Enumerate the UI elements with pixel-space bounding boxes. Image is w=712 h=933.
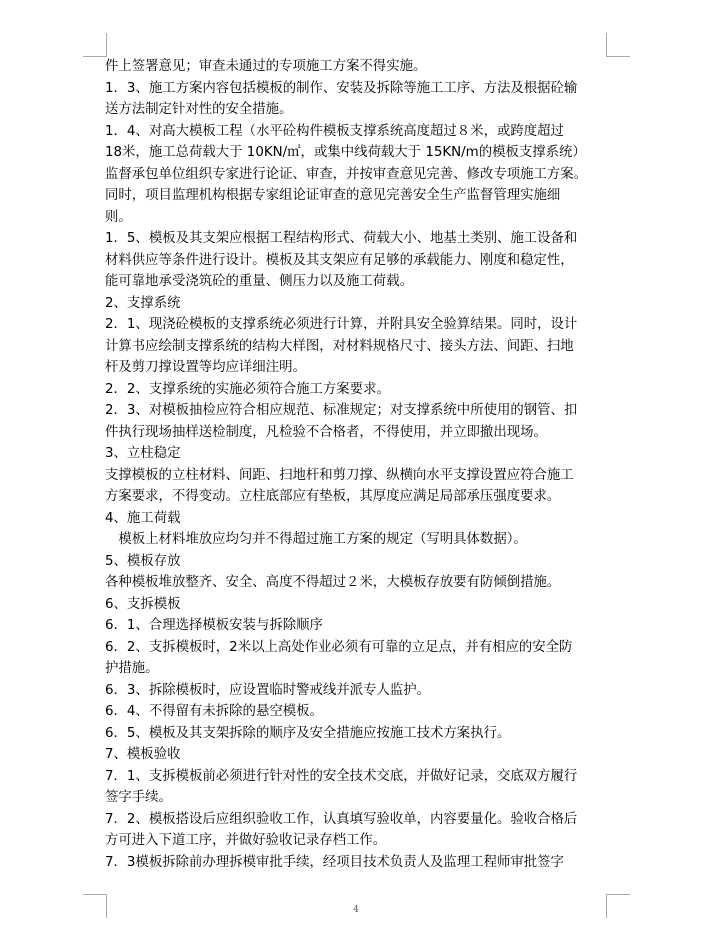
text-line: 7．1、支拆模板前必须进行针对性的安全技术交底，并做好记录，交底双方履行	[105, 768, 578, 784]
text-line: 7．3模板拆除前办理拆模审批手续，经项目技术负责人及监理工程师审批签字	[105, 854, 564, 870]
text-line: 材料供应等条件进行设计。模板及其支架应有足够的承载能力、刚度和稳定性，	[105, 252, 574, 268]
text-line: 监督承包单位组织专家进行论证、审查，并按审查意见完善、修改专项施工方案。	[105, 166, 588, 182]
text-line: 6．2、支拆模板时，2米以上高处作业必须有可靠的立足点，并有相应的安全防	[105, 639, 573, 655]
section-heading: 4、施工荷载	[105, 510, 181, 526]
crop-mark	[606, 56, 630, 57]
text-line: 2．2、支撑系统的实施必须符合施工方案要求。	[105, 381, 390, 397]
text-line: 6．4、不得留有未拆除的悬空模板。	[105, 704, 323, 719]
text-line: 杆及剪刀撑设置等均应详细注明。	[105, 360, 306, 375]
section-heading: 3、立柱稳定	[105, 446, 181, 461]
text-line: 能可靠地承受浇筑砼的重量、侧压力以及施工荷载。	[105, 274, 413, 289]
text-line: 同时，项目监理机构根据专家组论证审查的意见完善安全生产监督管理实施细	[105, 188, 561, 203]
text-line: 1．4、对高大模板工程（水平砼构件模板支撑系统高度超过８米，或跨度超过	[105, 123, 564, 139]
section-heading: 2、支撑系统	[105, 295, 181, 311]
text-line: 则。	[105, 209, 132, 225]
text-line: 支撑模板的立柱材料、间距、扫地杆和剪刀撑、纵横向水平支撑设置应符合施工	[105, 467, 574, 483]
text-line: 1．5、模板及其支架应根据工程结构形式、荷载大小、地基土类别、施工设备和	[105, 231, 578, 246]
text-line: 各种模板堆放整齐、安全、高度不得超过２米，大模板存放要有防倾倒措施。	[105, 575, 561, 590]
section-heading: 6、支拆模板	[105, 596, 181, 612]
text-line: 计算书应绘制支撑系统的结构大样图，对材料规格尺寸、接头方法、间距、扫地	[105, 338, 574, 354]
text-line: 方案要求，不得变动。立柱底部应有垫板，其厚度应满足局部承压强度要求。	[105, 489, 561, 504]
body-text	[105, 56, 609, 873]
text-line: 6．3、拆除模板时，应设置临时警戒线并派专人监护。	[105, 682, 431, 698]
text-line: 件上签署意见；审查未通过的专项施工方案不得实施。	[105, 59, 427, 74]
section-heading: 7、模板验收	[105, 747, 181, 762]
crop-mark	[106, 33, 107, 57]
text-line: 护措施。	[105, 661, 159, 676]
crop-mark	[83, 56, 107, 57]
section-heading: 5、模板存放	[105, 553, 181, 569]
text-line: 7．2、模板搭设后应组织验收工作，认真填写验收单，内容要量化。验收合格后	[105, 811, 578, 827]
text-line: 模板上材料堆放应均匀并不得超过施工方案的规定（写明具体数据）。	[105, 532, 527, 547]
crop-mark	[606, 894, 630, 895]
text-line: 件执行现场抽样送检制度，凡检验不合格者，不得使用，并立即撤出现场。	[105, 424, 547, 440]
text-line: 6．1、合理选择模板安装与拆除顺序	[105, 618, 323, 633]
text-line: 2．1、现浇砼模板的支撑系统必须进行计算，并附具安全验算结果。同时，设计	[105, 317, 578, 332]
text-line: 18米，施工总荷载大于 10KN/㎡，或集中线荷载大于 15KN/m的模板支撑系统）	[105, 145, 586, 160]
text-line: 送方法制定针对性的安全措施。	[105, 102, 293, 117]
text-line: 方可进入下道工序，并做好验收记录存档工作。	[105, 833, 387, 848]
text-line: 签字手续。	[105, 790, 172, 805]
page-number: 4	[353, 905, 359, 915]
crop-mark	[606, 33, 607, 57]
text-line: 1．3、施工方案内容包括模板的制作、安装及拆除等施工工序、方法及根据砼输	[105, 80, 578, 96]
text-line: 6．5、模板及其支架拆除的顺序及安全措施应按施工技术方案执行。	[105, 725, 511, 741]
crop-mark	[83, 894, 107, 895]
text-line: 2．3、对模板抽检应符合相应规范、标准规定；对支撑系统中所使用的钢管、扣	[105, 403, 578, 418]
